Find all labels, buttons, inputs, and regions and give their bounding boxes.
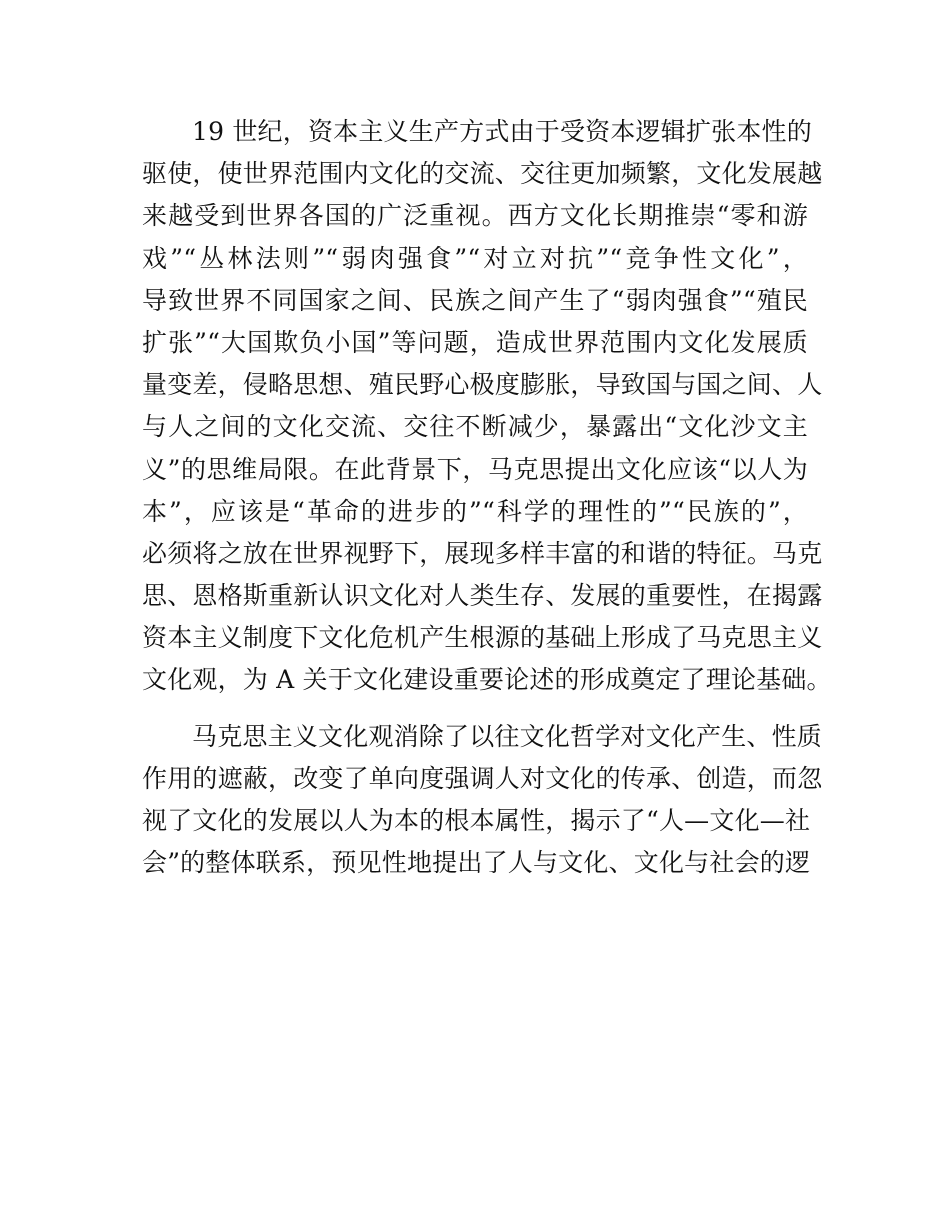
- text-line: 会”的整体联系，预见性地提出了人与文化、文化与社会的逻: [142, 848, 811, 878]
- text-line: 资本主义制度下文化危机产生根源的基础上形成了马克思主义: [142, 623, 823, 653]
- text-line: 马克思主义文化观消除了以往文化哲学对文化产生、性质: [192, 721, 823, 751]
- text-line: 与人之间的文化交流、交往不断减少，暴露出“文化沙文主: [142, 412, 808, 442]
- paragraph-2: [142, 716, 823, 885]
- paragraph-spacer: [142, 702, 808, 716]
- paragraph-1: [142, 111, 832, 702]
- text-line: 思、恩格斯重新认识文化对人类生存、发展的重要性，在揭露: [142, 581, 823, 611]
- text-line: 扩张”“大国欺负小国”等问题，造成世界范围内文化发展质: [142, 327, 808, 357]
- text-line: 戏”“丛林法则”“弱肉强食”“对立对抗”“竞争性文化”，: [142, 243, 808, 273]
- text-line: 作用的遮蔽，改变了单向度强调人对文化的传承、创造，而忽: [142, 763, 823, 793]
- text-line: 文化观，为 A 关于文化建设重要论述的形成奠定了理论基础。: [142, 665, 832, 695]
- text-line: 本”，应该是“革命的进步的”“科学的理性的”“民族的”，: [142, 496, 808, 526]
- text-line: 导致世界不同国家之间、民族之间产生了“弱肉强食”“殖民: [142, 285, 808, 315]
- body-text: [142, 111, 832, 884]
- text-line: 视了文化的发展以人为本的根本属性，揭示了“人—文化—社: [142, 806, 811, 835]
- text-line: 义”的思维局限。在此背景下，马克思提出文化应该“以人为: [142, 454, 808, 484]
- text-line: 来越受到世界各国的广泛重视。西方文化长期推崇“零和游: [142, 201, 808, 231]
- text-line: 驱使，使世界范围内文化的交流、交往更加频繁，文化发展越: [142, 159, 823, 189]
- text-line: 必须将之放在世界视野下，展现多样丰富的和谐的特征。马克: [142, 538, 823, 568]
- text-line: 量变差，侵略思想、殖民野心极度膨胀，导致国与国之间、人: [142, 370, 823, 400]
- text-line: 19 世纪，资本主义生产方式由于受资本逻辑扩张本性的: [192, 117, 812, 146]
